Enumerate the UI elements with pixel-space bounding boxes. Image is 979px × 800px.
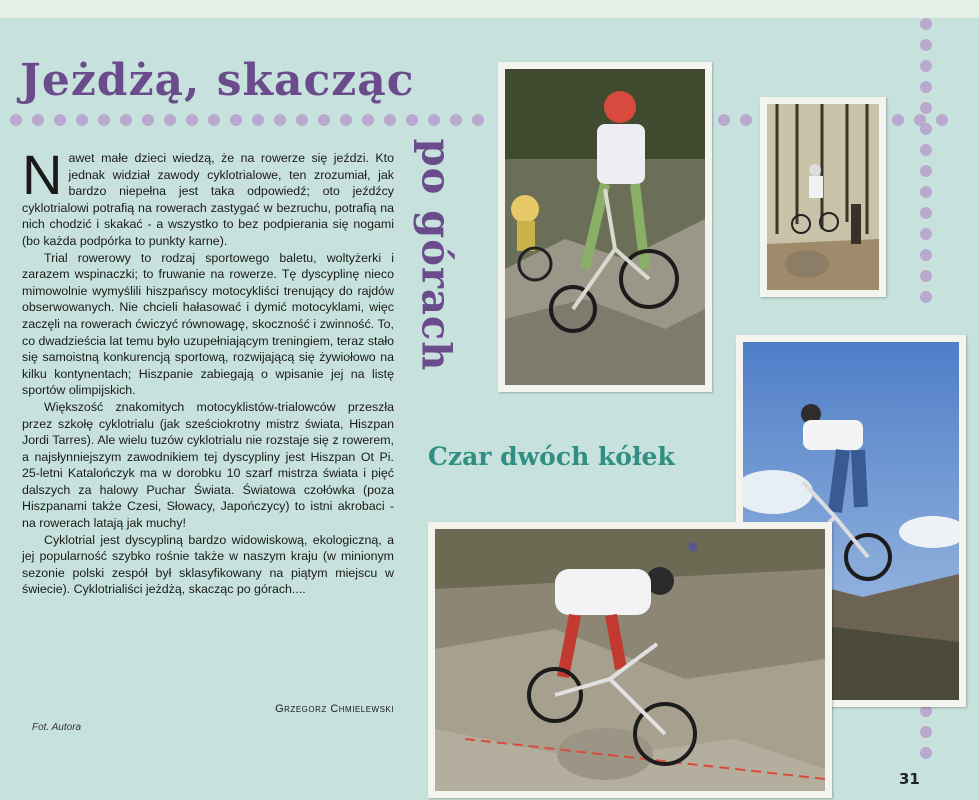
paragraph-1 <box>22 143 394 250</box>
article-title: Jeżdżą, skacząc <box>20 55 415 106</box>
paragraph-1-text: awet małe dzieci wiedzą, że na rowerze się jeździ. Kto jednak widział zawody cyklotrialowe, ten zrozumiał, jak bardzo niepełna jest taka odpowiedź; oto jeźdźcy cyklotrialowi potrafią na rowerach zastygać w bezruchu, potrafią na nich chodzić i skakać - a wszystko to bez podpierania się nogami (bo każda podpórka to punkty karne). <box>22 151 394 248</box>
article-subtitle: Czar dwóch kółek <box>428 442 675 471</box>
photo-rider-forest-small <box>760 97 886 297</box>
author-byline: Grzegorz Chmielewski <box>275 703 394 715</box>
bike-photo-icon <box>505 69 705 385</box>
photo-credit: Fot. Autora <box>32 722 82 733</box>
previous-page-strip <box>0 0 979 18</box>
dotted-rule-vertical-bottom <box>920 705 932 759</box>
vertical-title-block <box>400 135 472 375</box>
article-body <box>22 143 394 598</box>
bike-photo-icon <box>435 529 825 791</box>
photo-rider-rocky-slope <box>428 522 832 798</box>
bike-photo-icon <box>767 104 879 290</box>
photo-rider-jumping-rocks <box>498 62 712 392</box>
paragraph-3: Większość znakomitych motocyklistów-trialowców przeszła przez szkołę cyklotrialu (jak sześciokrotny mistrz świata, Hiszpan Jordi Tarres). Ale wielu tuzów cyklotrialu nie rozstaje się z rowerem, a najsłynniejszym zawodnikiem tej dyscypliny jest Hiszpan Ot Pi. 25-letni Katalończyk ma w dorobku 10 szarf mistrza świata i pięć dalszych za halowy Puchar Świata. Światowa czołówka (poza Hiszpanami także Czesi, Słowacy, Japończycy) to istni akrobaci - na rowerach latają jak muchy! <box>22 399 394 531</box>
drop-cap: N <box>22 143 63 206</box>
paragraph-2: Trial rowerowy to rodzaj sportowego baletu, woltyżerki i zarazem wspinaczki; to fruwanie na rowerze. Tę dyscyplinę nieco mimowolnie wymyślili hiszpańscy motocykliści trenujący do rajdów obserwowanych. Nie chcieli hałasować i dymić motocyklami, więc zaczęli na rowerach ćwiczyć równowagę, skoczność i zwinność. To, co dwadzieścia lat temu było uzupełniającym treningiem, teraz stało się samoistną konkurencją sportową, rozwijającą się żywiołowo na kilku kontynentach; Hiszpanie zabiegają o wpisanie jej na listę sportów olimpijskich. <box>22 250 394 398</box>
dotted-rule-left <box>10 114 484 126</box>
dotted-rule-vertical <box>920 18 932 303</box>
dotted-rule-middle <box>718 114 752 126</box>
page-number: 31 <box>899 770 920 788</box>
paragraph-4: Cyklotrial jest dyscypliną bardzo widowiskową, ekologiczną, a jej popularność szybko rośnie także w naszym kraju (w minionym sezonie polski zespół był sklasyfikowany na piątym miejscu w świecie). Cyklotrialiści jeżdżą, skacząc po górach.... <box>22 532 394 597</box>
vertical-title: po górach <box>412 138 460 372</box>
